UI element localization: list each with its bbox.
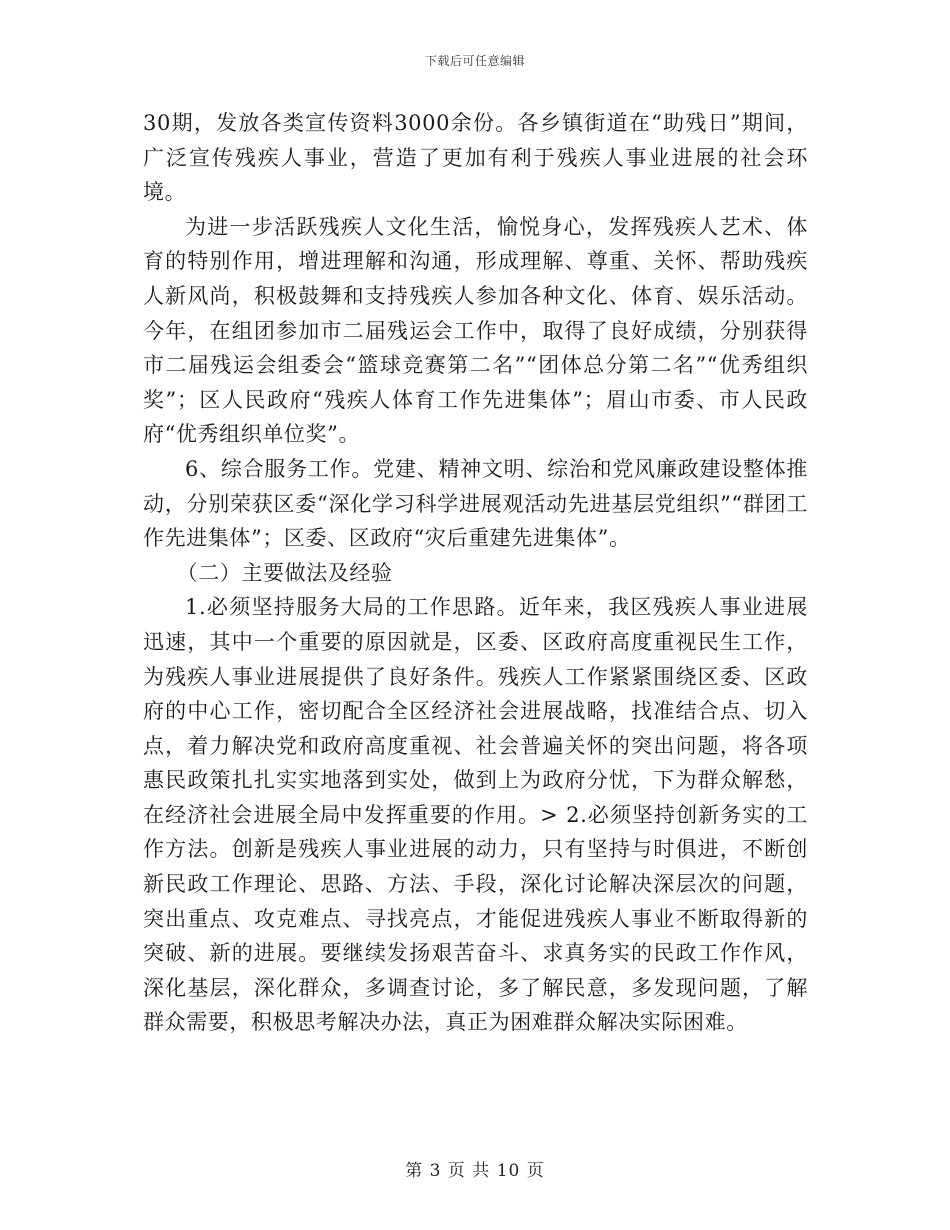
paragraph-continuation: 30期，发放各类宣传资料3000余份。各乡镇街道在“助残日”期间，广泛宣传残疾人事业，营造了更加有利于残疾人事业进展的社会环境。 [143, 111, 808, 205]
paragraph-main-practices: 1.必须坚持服务大局的工作思路。近年来，我区残疾人事业进展迅速，其中一个重要的原因就是，区委、区政府高度重视民生工作，为残疾人事业进展提供了良好条件。残疾人工作紧紧围绕区委、区政府的中心工作，密切配合全区经济社会进展战略，找准结合点、切入点，着力解决党和政府高度重视、社会普遍关怀的突出问题，将各项惠民政策扎扎实实地落到实处，做到上为政府分忧，下为群众解愁，在经济社会进展全局中发挥重要的作用。> 2.必须坚持创新务实的工作方法。创新是残疾人事业进展的动力，只有坚持与时俱进，不断创新民政工作理论、思路、方法、手段，深化讨论解决深层次的问题，突出重点、攻克难点、寻找亮点，才能促进残疾人事业不断取得新的突破、新的进展。要继续发扬艰苦奋斗、求真务实的民政工作作风，深化基层，深化群众，多调查讨论，多了解民意，多发现问题，了解群众需要，积极思考解决办法，真正为困难群众解决实际困难。 [143, 595, 808, 1035]
document-body [143, 106, 808, 1040]
page-number: 第 3 页 共 10 页 [405, 1161, 545, 1181]
paragraph-culture-sports: 为进一步活跃残疾人文化生活，愉悦身心，发挥残疾人艺术、体育的特别作用，增进理解和沟通，形成理解、尊重、关怀、帮助残疾人新风尚，积极鼓舞和支持残疾人参加各种文化、体育、娱乐活动。今年，在组团参加市二届残运会工作中，取得了良好成绩，分别获得市二届残运会组委会“篮球竞赛第二名”“团体总分第二名”“优秀组织奖”；区人民政府“残疾人体育工作先进集体”；眉山市委、市人民政府“优秀组织单位奖”。 [143, 214, 808, 447]
page-header: 下载后可任意编辑 [424, 54, 525, 68]
section-heading: （二）主要做法及经验 [176, 560, 393, 585]
paragraph-comprehensive-service: 6、综合服务工作。党建、精神文明、综治和党风廉政建设整体推动，分别荣获区委“深化学习科学进展观活动先进基层党组织”“群团工作先进集体”；区委、区政府“灾后重建先进集体”。 [143, 456, 808, 551]
